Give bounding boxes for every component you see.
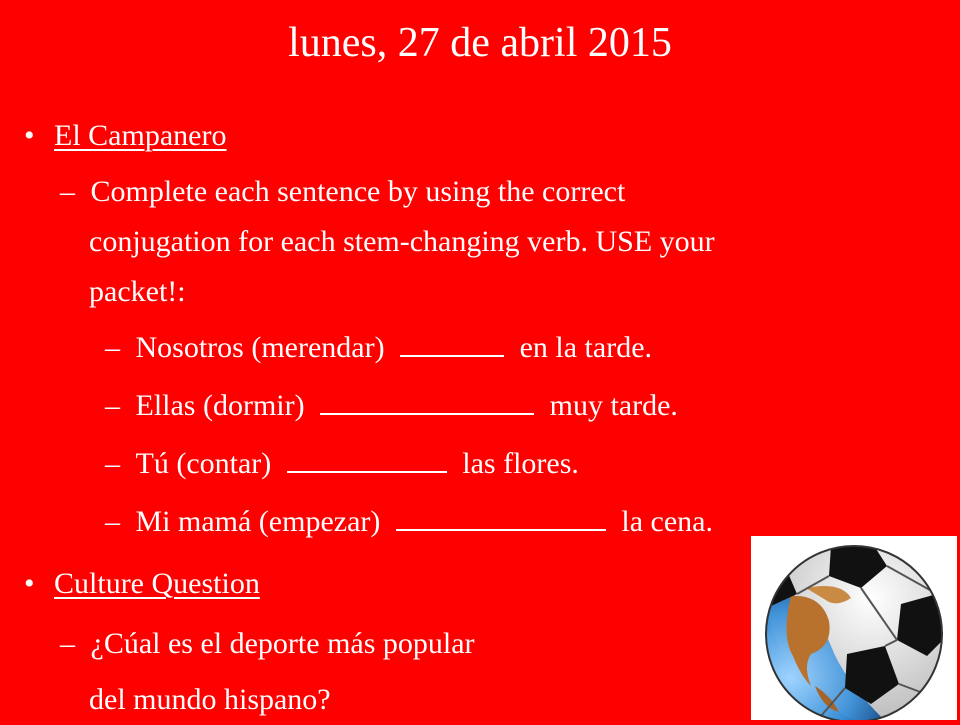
exercise-prompt: Tú (contar) xyxy=(135,447,272,480)
section-heading-el-campanero: El Campanero xyxy=(54,119,227,152)
instruction-text-3: packet!: xyxy=(89,275,186,308)
question-text-2: del mundo hispano? xyxy=(89,683,331,716)
soccer-ball-globe-icon xyxy=(751,536,957,720)
instruction-text-2: conjugation for each stem-changing verb. USE your xyxy=(89,225,715,258)
bullet-point-el-campanero xyxy=(24,116,226,156)
exercise-item xyxy=(105,328,652,368)
exercise-item xyxy=(105,502,713,542)
answer-blank xyxy=(287,445,447,473)
answer-blank xyxy=(400,329,504,357)
bullet-icon: • xyxy=(24,119,35,152)
exercise-item xyxy=(105,386,678,426)
bullet-icon: • xyxy=(24,567,35,600)
exercise-ending: en la tarde. xyxy=(519,331,653,364)
soccer-globe-image xyxy=(751,536,957,720)
instruction-line-1 xyxy=(60,172,625,212)
bullet-point-culture-question xyxy=(24,564,260,604)
slide-title: lunes, 27 de abril 2015 xyxy=(288,20,672,66)
dash-icon: – xyxy=(60,175,75,208)
exercise-item xyxy=(105,444,579,484)
exercise-ending: las flores. xyxy=(462,447,579,480)
exercise-ending: muy tarde. xyxy=(549,389,678,422)
question-text-1: ¿Cúal es el deporte más popular xyxy=(90,627,475,660)
answer-blank xyxy=(396,503,606,531)
dash-icon: – xyxy=(105,505,120,538)
exercise-ending: la cena. xyxy=(621,505,713,538)
dash-icon: – xyxy=(105,389,120,422)
dash-icon: – xyxy=(105,331,120,364)
question-line-1 xyxy=(60,624,475,664)
exercise-prompt: Nosotros (merendar) xyxy=(135,331,385,364)
dash-icon: – xyxy=(60,627,75,660)
instruction-text-1: Complete each sentence by using the correct xyxy=(90,175,626,208)
section-heading-culture-question: Culture Question xyxy=(54,567,260,600)
answer-blank xyxy=(320,387,534,415)
exercise-prompt: Mi mamá (empezar) xyxy=(135,505,381,538)
dash-icon: – xyxy=(105,447,120,480)
exercise-prompt: Ellas (dormir) xyxy=(135,389,305,422)
